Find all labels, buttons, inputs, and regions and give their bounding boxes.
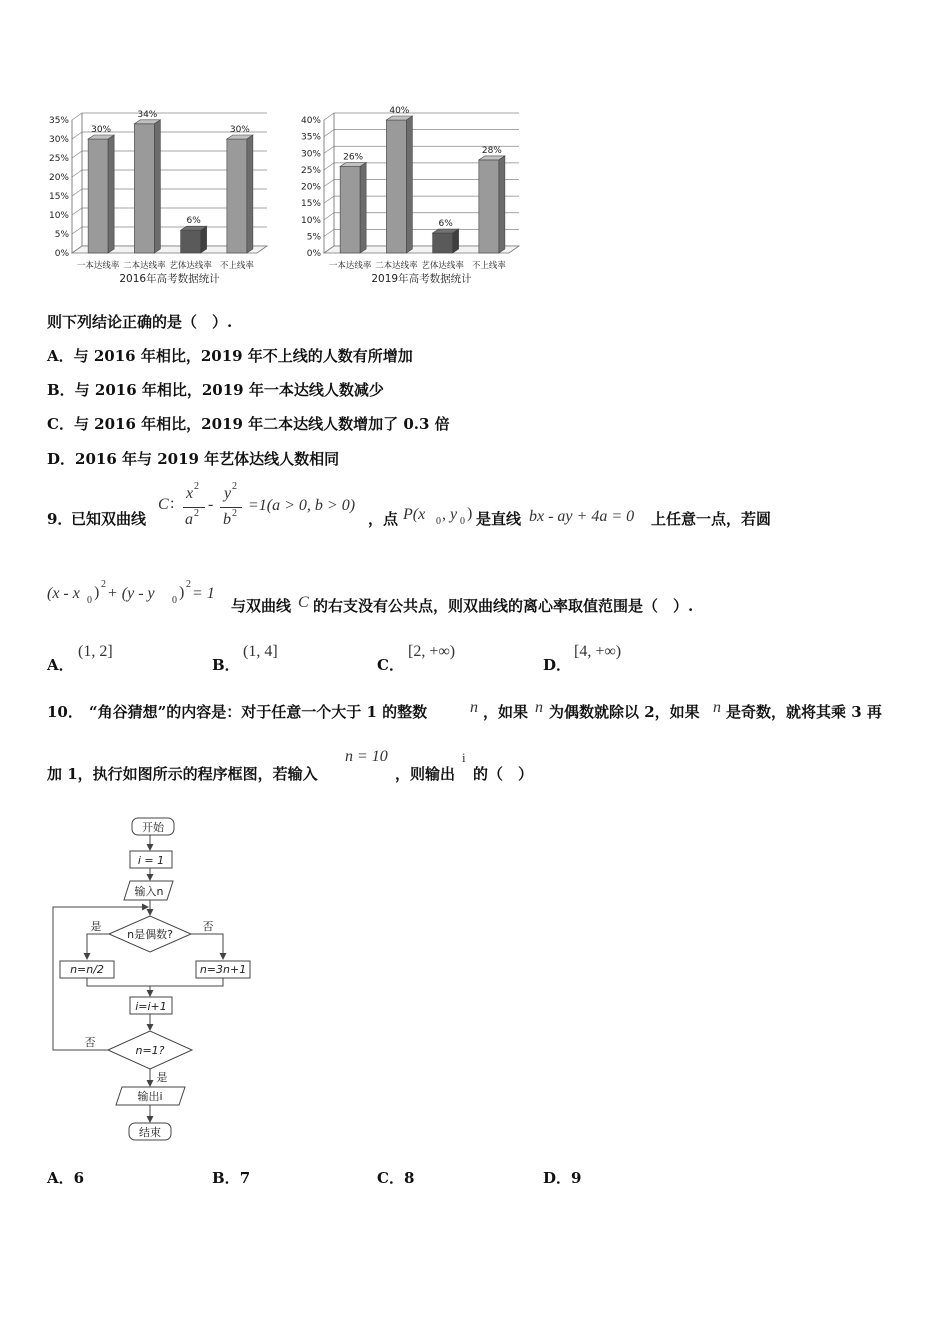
q10-text-3: 为偶数就除以 2，如果 <box>549 703 700 721</box>
y-tick-label: 5% <box>306 232 321 243</box>
q9-option-c-value: [2, +∞) <box>408 643 456 660</box>
curve-c: C <box>298 594 309 611</box>
y-tick-label: 30% <box>48 135 69 145</box>
y-tick-label: 0% <box>306 249 321 259</box>
q9-option-b-label: B． <box>212 656 240 674</box>
grid-diag <box>72 227 82 234</box>
bar-front <box>88 139 108 253</box>
flow-init-label: i = 1 <box>137 854 165 867</box>
flow-cond-one-label: n=1? <box>135 1044 165 1057</box>
q10-option-c: C．8 <box>377 1169 415 1187</box>
program-flowchart <box>40 810 280 1150</box>
q9-text-4: 上任意一点，若圆 <box>651 510 772 528</box>
var-n-1: n <box>470 699 478 716</box>
bar-side <box>360 163 366 253</box>
flow-even-label: n=n/2 <box>70 963 104 976</box>
q9-text-5: 与双曲线 <box>231 597 292 615</box>
grid-diag <box>324 213 334 220</box>
q9-option-a-label: A． <box>47 656 74 674</box>
y-tick-label: 0% <box>54 249 69 259</box>
y-tick-label: 25% <box>48 154 69 164</box>
bar-value-label: 30% <box>229 125 250 135</box>
q9-option-d-value: [4, +∞) <box>574 643 622 660</box>
grid-diag <box>324 113 334 120</box>
bar-value-label: 6% <box>438 219 453 230</box>
input-value: n = 10 <box>345 748 388 765</box>
grid-diag <box>324 180 334 187</box>
q10-option-b: B．7 <box>212 1169 251 1187</box>
q9-option-a-value: (1, 2] <box>78 643 113 660</box>
flow-cond-even-label: n是偶数? <box>127 928 173 941</box>
bar-side <box>247 135 253 253</box>
q10-option-a: A．6 <box>47 1169 85 1187</box>
flow-end-label: 结束 <box>139 1126 161 1139</box>
q9-option-c-label: C． <box>377 656 404 674</box>
q10-option-d: D．9 <box>543 1169 582 1187</box>
bar-front <box>134 124 154 253</box>
bar-value-label: 40% <box>389 106 410 116</box>
flow-incr-label: i=i+1 <box>135 1000 167 1013</box>
q9-option-d-label: D． <box>543 656 572 674</box>
q9-text-2: ，点 <box>368 510 399 528</box>
bar-side <box>108 135 114 253</box>
grid-diag <box>324 229 334 236</box>
y-tick-label: 10% <box>300 215 321 226</box>
point-p: P(x 0 , y 0 ) <box>403 505 473 527</box>
x-category-label: 一本达线率 <box>328 261 372 271</box>
hyperbola-equation: C : x 2 a 2 - y 2 b 2 =1(a > 0, b > 0) <box>158 481 356 528</box>
grid-diag <box>72 132 82 139</box>
q9-number: 9． <box>47 510 73 528</box>
q10-text-6: ，则输出 <box>395 765 456 783</box>
x-category-label: 艺体达线率 <box>169 261 212 271</box>
q10-text-1: “角谷猜想”的内容是：对于任意一个大于 1 的整数 <box>89 703 428 721</box>
flow-start-label: 开始 <box>142 821 164 834</box>
q8-stem: 则下列结论正确的是（ ）. <box>47 313 233 331</box>
y-tick-label: 5% <box>54 230 69 240</box>
grid-diag <box>324 146 334 153</box>
grid-diag <box>324 130 334 137</box>
y-tick-label: 10% <box>48 211 69 221</box>
q8-option-d: D．2016 年与 2019 年艺体达线人数相同 <box>47 450 340 468</box>
y-tick-label: 35% <box>48 116 69 126</box>
flow-yes-1: 是 <box>90 920 102 933</box>
x-category-label: 不上线率 <box>471 261 506 271</box>
bar-front <box>386 120 406 253</box>
line-equation: bx - ay + 4a = 0 <box>529 508 635 525</box>
y-tick-label: 20% <box>300 182 321 193</box>
q9-text-3: 是直线 <box>476 510 522 528</box>
y-tick-label: 25% <box>300 165 321 176</box>
circle-equation: (x - x 0 ) 2 + (y - y 0 ) 2 = 1 <box>47 579 215 606</box>
flow-output-label: 输出i <box>137 1090 163 1103</box>
flow-input-label: 输入n <box>134 885 164 898</box>
q8-option-a: A．与 2016 年相比，2019 年不上线的人数有所增加 <box>47 347 413 365</box>
bar-side <box>406 116 412 253</box>
bar-front <box>227 139 247 253</box>
grid-diag <box>72 170 82 177</box>
flow-odd-label: n=3n+1 <box>199 963 247 976</box>
flow-no-2: 否 <box>84 1036 96 1049</box>
grid-diag <box>324 163 334 170</box>
q8-option-b: B．与 2016 年相比，2019 年一本达线人数减少 <box>47 381 384 399</box>
q10-text-5: 加 1，执行如图所示的程序框图，若输入 <box>47 765 318 783</box>
x-category-label: 一本达线率 <box>76 261 120 271</box>
x-category-label: 艺体达线率 <box>421 261 464 271</box>
bar-value-label: 34% <box>137 109 158 120</box>
var-n-2: n <box>535 699 543 716</box>
chart-title: 2019年高考数据统计 <box>371 273 472 285</box>
y-tick-label: 15% <box>300 199 321 210</box>
q8-option-c: C．与 2016 年相比，2019 年二本达线人数增加了 0.3 倍 <box>47 415 450 433</box>
x-category-label: 二本达线率 <box>123 261 166 271</box>
y-tick-label: 20% <box>48 173 69 183</box>
bar-front <box>181 230 201 253</box>
grid-diag <box>72 151 82 158</box>
chart-title: 2016年高考数据统计 <box>119 273 220 285</box>
y-tick-label: 30% <box>300 149 321 160</box>
var-n-3: n <box>713 699 721 716</box>
grid-diag <box>324 196 334 203</box>
q10-number: 10． <box>47 703 83 721</box>
q10-text-4: 是奇数，就将其乘 3 再 <box>726 703 882 721</box>
x-category-label: 不上线率 <box>219 261 254 271</box>
q9-text-6: 的右支没有公共点，则双曲线的离心率取值范围是（ ）. <box>313 597 694 615</box>
bar-front <box>433 233 453 253</box>
q9-text-1: 已知双曲线 <box>71 510 147 528</box>
bar-value-label: 30% <box>91 125 112 135</box>
q10-text-2: ，如果 <box>483 703 529 721</box>
bar-value-label: 6% <box>186 216 201 227</box>
bar-side <box>154 120 160 253</box>
y-tick-label: 35% <box>300 132 321 143</box>
q10-text-7: 的（ ） <box>473 765 534 783</box>
bar-side <box>201 226 207 253</box>
bar-value-label: 26% <box>343 152 364 163</box>
chart-2016 <box>40 95 280 290</box>
bar-front <box>479 160 499 253</box>
chart-2019 <box>292 95 532 290</box>
y-tick-label: 40% <box>300 116 321 126</box>
flow-yes-2: 是 <box>156 1071 168 1084</box>
bar-value-label: 28% <box>481 145 502 156</box>
q9-option-b-value: (1, 4] <box>243 643 278 660</box>
grid-diag <box>72 208 82 215</box>
bar-front <box>340 167 360 253</box>
grid-diag <box>72 189 82 196</box>
flow-no-1: 否 <box>202 920 214 933</box>
bar-side <box>499 156 505 253</box>
x-category-label: 二本达线率 <box>375 261 418 271</box>
var-i: i <box>462 750 466 765</box>
y-tick-label: 15% <box>48 192 69 202</box>
grid-diag <box>72 113 82 120</box>
